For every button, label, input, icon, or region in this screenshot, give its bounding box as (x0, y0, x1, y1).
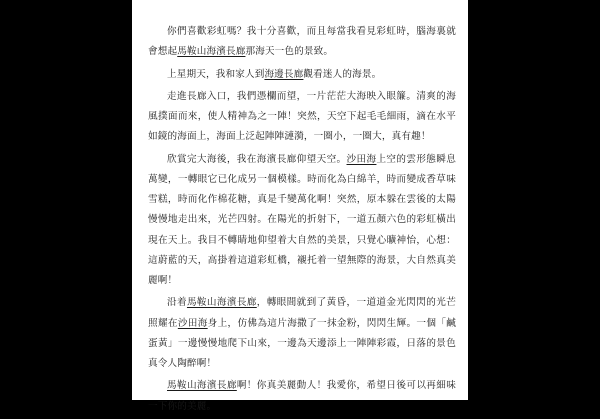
underlined-place-name: 馬鞍山海濱長廊 (177, 46, 246, 58)
paragraph-1 (148, 22, 456, 62)
underlined-place-name: 馬鞍山海濱長廊 (167, 380, 237, 392)
text-run: 走進長廊入口，我們憑欄而望，一片茫茫大海映入眼簾。清爽的海風撲面而來，使人精神為之一陣！突然，天空下起毛毛細雨，滴在水平如鏡的海面上，海面上泛起陣陣漣漪，一圈小，一圈大，真有趣！ (148, 90, 456, 143)
text-run: 觀看迷人的海景。 (303, 68, 382, 80)
text-run: 啊！你真美麗動人！我愛你，希望日後可以再細味一下你的美麗。 (148, 380, 456, 412)
paragraph-5 (148, 293, 456, 374)
underlined-place-name: 海邊長廊 (264, 68, 304, 80)
paragraph-6 (148, 376, 456, 416)
text-run: 上空的雲形態瞬息萬變，一轉眼它已化成另一個模樣。時而化為白綿羊，時而變成香草味雪糕，時而化作棉花糖，真是千變萬化啊！突然，原本躲在雲後的太陽慢慢地走出來，光芒四射。在陽光的折射下，一道五顏六色的彩虹橫出現在天上。我目不轉睛地仰望着大自然的美景，只覺心曠神怡，心想：這蔚藍的天，高掛着這道彩虹橋，襯托着一望無際的海景，大自然真美麗啊！ (148, 153, 456, 286)
underlined-place-name: 馬鞍山海濱長廊 (186, 297, 257, 309)
text-run: 沿着 (167, 297, 187, 309)
text-run: ，轉眼間就到了黃昏，一道道金光閃閃的光芒照耀在 (148, 297, 456, 329)
underlined-place-name: 沙田海 (346, 153, 377, 165)
document-page (132, 0, 468, 412)
text-run: 那海天一色的景致。 (245, 46, 334, 58)
text-run: 身上，仿佛為這片海撒了一抹金粉，閃閃生輝。一個「鹹蛋黃」一邊慢慢地爬下山來，一邊為天邊添上一陣陣彩霞，日落的景色真令人陶醉啊！ (148, 317, 456, 369)
underlined-place-name: 沙田海 (177, 317, 208, 329)
paragraph-3 (148, 87, 456, 148)
document-body (148, 22, 456, 419)
paragraph-4 (148, 150, 456, 291)
paragraph-2 (148, 65, 456, 85)
text-run: 欣賞完大海後，我在海濱長廊仰望天空。 (167, 153, 347, 165)
text-run: 上星期天，我和家人到 (167, 68, 265, 80)
text-run: 你們喜歡彩虹嗎？我十分喜歡，而且每當我看見彩虹時，腦海裏就會想起 (148, 26, 456, 58)
